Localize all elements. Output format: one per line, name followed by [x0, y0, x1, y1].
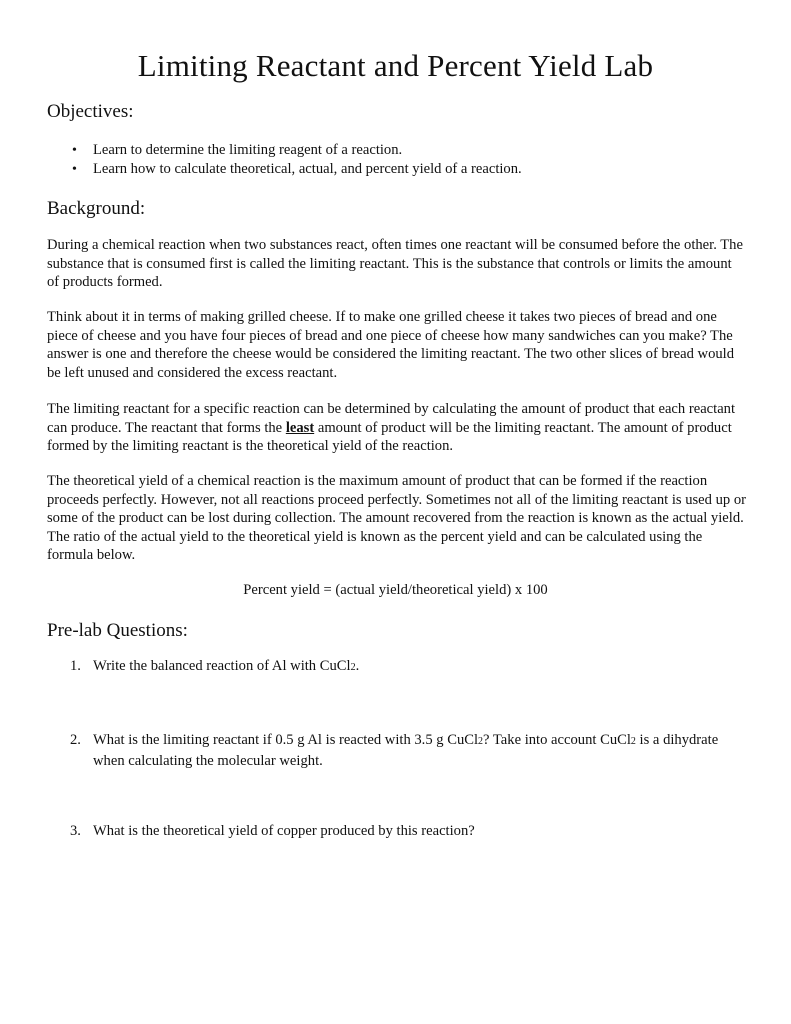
- prelab-question-1: [47, 657, 747, 678]
- question-text-part: .: [355, 658, 360, 674]
- prelab-question-2: [47, 731, 747, 770]
- objective-item: [47, 141, 522, 160]
- objective-text: Learn to determine the limiting reagent of a reaction.: [93, 142, 403, 158]
- subscript: 2: [478, 736, 484, 747]
- question-text: What is the theoretical yield of copper produced by this reaction?: [93, 823, 475, 839]
- question-number: 3.: [70, 823, 81, 839]
- question-text-part: What is the limiting reactant if 0.5 g Al is reacted with 3.5 g CuCl: [93, 732, 479, 748]
- objectives-list: [47, 141, 522, 179]
- subscript: 2: [630, 736, 636, 747]
- background-paragraph-3: [47, 400, 747, 456]
- background-heading: Background:: [47, 198, 146, 219]
- objective-text: Learn how to calculate theoretical, actual, and percent yield of a reaction.: [93, 161, 522, 177]
- prelab-question-3: [47, 822, 747, 841]
- question-number: 2.: [70, 732, 81, 748]
- question-text: [93, 657, 747, 678]
- question-text-part: is a dihydrate when calculating the molecular weight.: [93, 732, 719, 769]
- paragraph-text: amount of product will be the limiting reactant. The amount of product formed by the limiting reactant is the theoretical yield of the reaction.: [47, 419, 732, 455]
- prelab-heading: Pre-lab Questions:: [47, 620, 188, 641]
- background-paragraph-2: Think about it in terms of making grilled cheese. If to make one grilled cheese it takes two pieces of bread and one piece of cheese and you have four pieces of bread and one piece of cheese how many sandwiches can you make? The answer is one and therefore the cheese would be considered the limiting reactant. The two other slices of bread would be left unused and considered the excess reactant.: [47, 309, 735, 381]
- document-title: Limiting Reactant and Percent Yield Lab: [137, 48, 654, 83]
- question-text-part: ? Take into account CuCl: [483, 732, 631, 748]
- question-text: [93, 731, 747, 770]
- objectives-heading: Objectives:: [47, 101, 134, 122]
- percent-yield-formula: Percent yield = (actual yield/theoretical yield) x 100: [243, 582, 548, 598]
- bullet-icon: •: [72, 162, 77, 177]
- subscript: 2: [350, 662, 356, 673]
- question-text-part: Write the balanced reaction of Al with CuCl: [93, 658, 351, 674]
- least-emphasis: least: [285, 419, 315, 436]
- paragraph-text: The limiting reactant for a specific reaction can be determined by calculating the amount of product that each reactant can produce. The reactant that forms the: [47, 401, 736, 436]
- objective-item: [47, 160, 522, 179]
- background-paragraph-4: The theoretical yield of a chemical reaction is the maximum amount of product that can be formed if the reaction proceeds perfectly. However, not all reactions proceed perfectly. Sometimes not all of the limiting reactant is used up or some of the product can be lost during collection. The amount recovered from the reaction is known as the actual yield. The ratio of the actual yield to the theoretical yield is known as the percent yield and can be calculated using the formula below.: [47, 473, 746, 564]
- question-number: 1.: [70, 658, 81, 674]
- background-paragraph-1: During a chemical reaction when two substances react, often times one reactant will be consumed before the other. The substance that is consumed first is called the limiting reactant. This is the substance that controls or limits the amount of products formed.: [47, 237, 743, 291]
- bullet-icon: •: [72, 143, 77, 158]
